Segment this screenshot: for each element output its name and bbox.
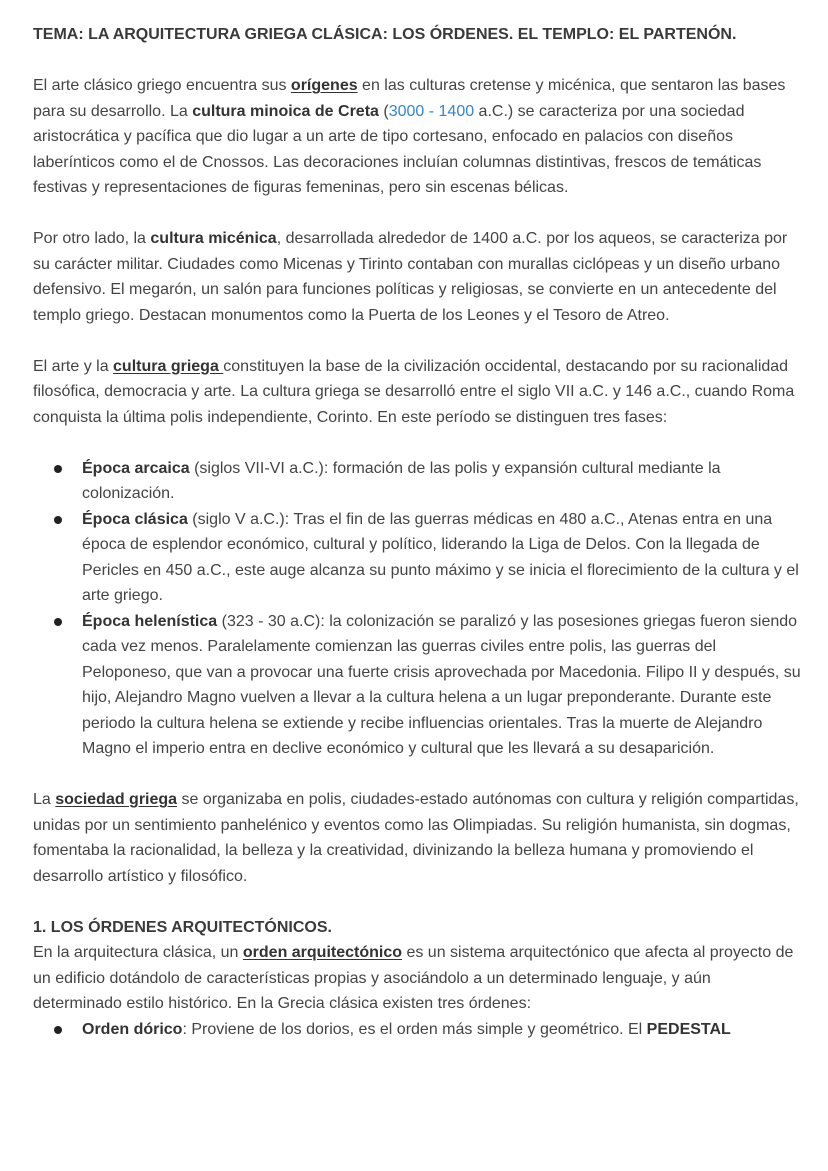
text-run: (siglo V a.C.): Tras el fin de las guerras médicas en 480 a.C., Atenas entra en una época de esplendor económico, cultural y político, liderando la Liga de Delos. Con la llegada de Pericles en 450 a.C., este auge alcanza su punto máximo y se inicia el florecimiento de la cultura y el arte griego. (82, 510, 799, 604)
list-item (33, 609, 801, 762)
text-run: a.C.) se caracteriza por una sociedad aristocrática y pacífica que dio lugar a un arte de tipo cortesano, enfocado en palacios con diseños laberínticos como el de Cnossos. Las decoraciones incluían columnas distintivas, frescos de temáticas festivas y representaciones de figuras femeninas, pero sin escenas bélicas. (33, 102, 762, 196)
bold-term: Época helenística (82, 612, 218, 630)
underlined-term: sociedad griega (55, 791, 178, 808)
text-run: La (33, 791, 56, 808)
text-run: : Proviene de los dorios, es el orden más simple y geométrico. El (182, 1020, 647, 1038)
document (33, 22, 801, 1042)
text-run: (siglos VII-VI a.C.): formación de las polis y expansión cultural mediante la colonización. (82, 459, 721, 502)
list-item (33, 507, 801, 609)
paragraph (33, 787, 801, 889)
text-run: es un sistema arquitectónico que afecta al proyecto de un edificio dotándolo de características propias y asociándolo a un determinado lenguaje, y aún determinado estilo histórico. En la Grecia clásica existen tres órdenes: (33, 944, 794, 1012)
text-run: en las culturas cretense y micénica, que sentaron las bases para su desarrollo. La (33, 77, 786, 120)
text-run: , desarrollada alrededor de 1400 a.C. por los aqueos, se caracteriza por su carácter militar. Ciudades como Micenas y Tirinto contaban con murallas ciclópeas y un diseño urbano defensivo. El megarón, un salón para funciones políticas y religiosas, se convierte en un antecedente del templo griego. Destacan monumentos como la Puerta de los Leones y el Tesoro de Atreo. (33, 230, 788, 324)
text-run: 1. LOS ÓRDENES ARQUITECTÓNICOS. (33, 918, 332, 936)
paragraph (33, 226, 801, 328)
text-run: El arte clásico griego encuentra sus (33, 77, 291, 94)
bold-term: cultura minoica de Creta (192, 102, 379, 120)
bold-term: cultura micénica (150, 230, 277, 247)
bullet-list (33, 456, 801, 762)
section-heading (33, 915, 801, 941)
bullet-icon (54, 1026, 62, 1034)
bold-term: Época clásica (82, 510, 188, 528)
bullet-list (33, 1017, 801, 1043)
text-run: El arte y la (33, 357, 114, 375)
text-run: En la arquitectura clásica, un (33, 944, 243, 961)
bullet-icon (54, 516, 62, 524)
paragraph (33, 73, 801, 201)
document-title: TEMA: LA ARQUITECTURA GRIEGA CLÁSICA: LOS ÓRDENES. EL TEMPLO: EL PARTENÓN. (33, 26, 737, 43)
date-range: 3000 - 1400 (388, 102, 475, 120)
underlined-term: orden arquitectónico (242, 944, 403, 961)
paragraph (33, 354, 801, 431)
list-item (33, 1017, 801, 1043)
bold-term: Época arcaica (82, 459, 190, 477)
text-run: constituyen la base de la civilización occidental, destacando por su racionalidad filosófica, democracia y arte. La cultura griega se desarrolló entre el siglo VII a.C. y 146 a.C., cuando Roma conquista la última polis independiente, Corinto. En este período se distinguen tres fases: (33, 357, 795, 426)
bold-term: PEDESTAL (646, 1020, 731, 1038)
bullet-icon (54, 618, 62, 626)
text-run: se organizaba en polis, ciudades-estado autónomas con cultura y religión compartidas, unidas por un sentimiento panhelénico y eventos como las Olimpiadas. Su religión humanista, sin dogmas, fomentaba la racionalidad, la belleza y la creatividad, divinizando la belleza humana y promoviendo el desarrollo artístico y filosófico. (33, 791, 799, 885)
text-run: ( (378, 102, 389, 120)
underlined-term: cultura griega (113, 357, 224, 375)
paragraph (33, 940, 801, 1017)
underlined-term: orígenes (290, 77, 358, 94)
document-body (33, 73, 801, 1042)
list-item (33, 456, 801, 507)
bold-term: Orden dórico (82, 1020, 183, 1038)
text-run: (323 - 30 a.C): la colonización se paralizó y las posesiones griegas fueron siendo cada vez menos. Paralelamente comienzan las guerras civiles entre polis, las guerras del Peloponeso, que van a provocar una fuerte crisis aprovechada por Macedonia. Filipo II y después, su hijo, Alejandro Magno vuelven a llevar a la cultura helena a un lugar preponderante. Durante este periodo la cultura helena se extiende y recibe influencias orientales. Tras la muerte de Alejandro Magno el imperio entra en declive económico y cultural que les llevará a su desaparición. (82, 612, 801, 757)
text-run: Por otro lado, la (33, 230, 151, 247)
bullet-icon (54, 465, 62, 473)
